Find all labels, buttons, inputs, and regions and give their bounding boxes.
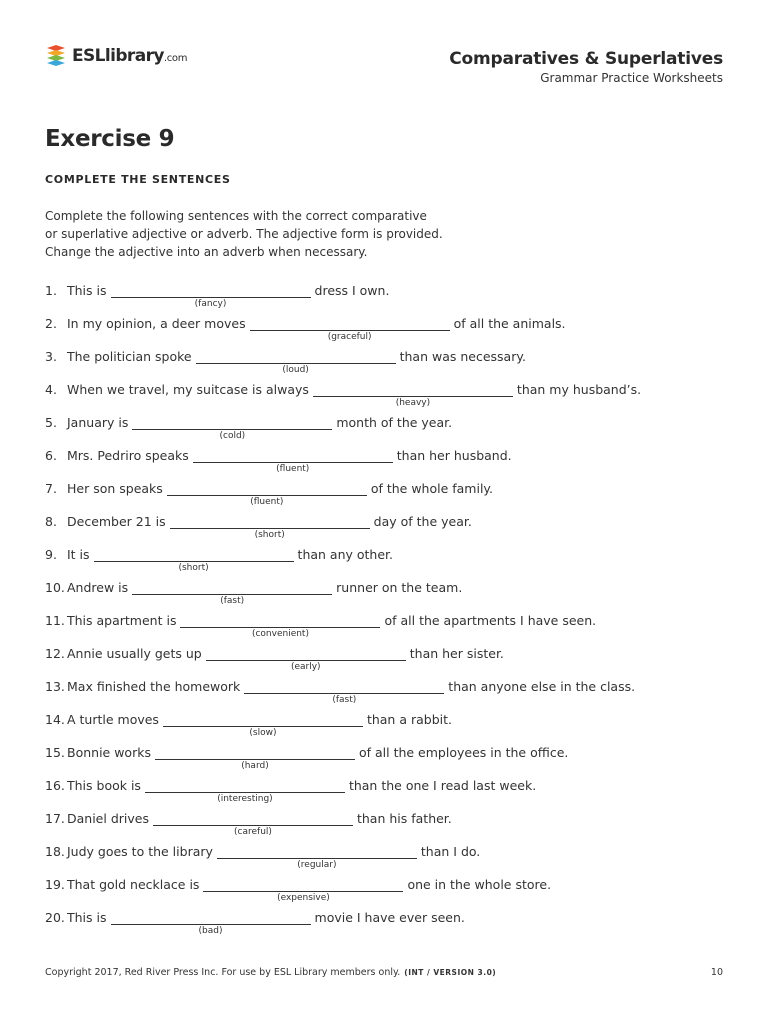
- exercise-item: [45, 742, 735, 775]
- section-heading: COMPLETE THE SENTENCES: [45, 173, 231, 186]
- answer-blank[interactable]: [313, 382, 513, 408]
- answer-blank[interactable]: [196, 349, 396, 375]
- sentence-line: [45, 379, 735, 408]
- sentence-before: Judy goes to the library: [67, 844, 213, 859]
- sentence-after: than I do.: [420, 844, 481, 859]
- word-hint: (fast): [332, 695, 357, 705]
- word-hint: (convenient): [251, 629, 309, 639]
- exercise-item: [45, 775, 735, 808]
- exercise-item: [45, 280, 735, 313]
- word-hint: (loud): [282, 365, 309, 375]
- sentence-line: [45, 610, 735, 639]
- exercise-title: Exercise 9: [45, 126, 175, 152]
- sentence-before: Andrew is: [67, 580, 129, 595]
- item-number: 2.: [45, 316, 57, 331]
- sentence-before: That gold necklace is: [67, 877, 200, 892]
- sentence-line: [45, 841, 735, 870]
- answer-blank[interactable]: [155, 745, 355, 771]
- sentence-line: [45, 643, 735, 672]
- sentence-before: This book is: [67, 778, 141, 793]
- word-hint: (fluent): [250, 497, 284, 507]
- answer-blank[interactable]: [206, 646, 406, 672]
- word-hint: (regular): [297, 860, 337, 870]
- answer-blank[interactable]: [111, 283, 311, 309]
- exercise-item: [45, 313, 735, 346]
- item-number: 8.: [45, 514, 57, 529]
- item-number: 11.: [45, 613, 65, 628]
- exercise-item: [45, 511, 735, 544]
- sentence-before: A turtle moves: [67, 712, 159, 727]
- item-number: 14.: [45, 712, 65, 727]
- item-number: 18.: [45, 844, 65, 859]
- sentence-after: of all the employees in the office.: [358, 745, 569, 760]
- sentence-before: When we travel, my suitcase is always: [67, 382, 309, 397]
- item-number: 9.: [45, 547, 57, 562]
- answer-blank[interactable]: [180, 613, 380, 639]
- exercise-item: [45, 907, 735, 940]
- logo-book-icon: [45, 44, 67, 68]
- sentence-after: than anyone else in the class.: [448, 679, 636, 694]
- item-number: 20.: [45, 910, 65, 925]
- answer-blank[interactable]: [163, 712, 363, 738]
- item-number: 6.: [45, 448, 57, 463]
- exercise-item: [45, 808, 735, 841]
- sentence-line: [45, 346, 735, 375]
- sentence-line: [45, 445, 735, 474]
- sentence-before: This apartment is: [67, 613, 177, 628]
- sentence-before: Max finished the homework: [67, 679, 241, 694]
- worksheet-subtitle: Grammar Practice Worksheets: [540, 71, 723, 85]
- item-number: 1.: [45, 283, 57, 298]
- item-number: 12.: [45, 646, 65, 661]
- sentence-after: of the whole family.: [370, 481, 494, 496]
- answer-blank[interactable]: [250, 316, 450, 342]
- word-hint: (short): [178, 563, 209, 573]
- instruction-line: Change the adjective into an adverb when necessary.: [45, 245, 368, 259]
- word-hint: (fast): [220, 596, 245, 606]
- sentence-line: [45, 874, 735, 903]
- sentence-after: than any other.: [297, 547, 394, 562]
- sentence-line: [45, 412, 735, 441]
- word-hint: (cold): [219, 431, 246, 441]
- answer-blank[interactable]: [217, 844, 417, 870]
- sentence-after: than was necessary.: [399, 349, 526, 364]
- logo-text: ESLlibrary.com: [72, 45, 188, 66]
- instructions: [45, 207, 475, 261]
- sentence-before: January is: [67, 415, 129, 430]
- sentence-after: than her sister.: [409, 646, 504, 661]
- word-hint: (short): [254, 530, 285, 540]
- answer-blank[interactable]: [153, 811, 353, 837]
- answer-blank[interactable]: [244, 679, 444, 705]
- page-footer: [45, 967, 723, 978]
- word-hint: (fluent): [276, 464, 310, 474]
- sentence-line: [45, 709, 735, 738]
- answer-blank[interactable]: [167, 481, 367, 507]
- sentence-after: of all the apartments I have seen.: [384, 613, 597, 628]
- worksheet-title: Comparatives & Superlatives: [449, 49, 723, 69]
- sentence-line: [45, 808, 735, 837]
- sentence-before: Mrs. Pedriro speaks: [67, 448, 189, 463]
- sentence-line: [45, 742, 735, 771]
- sentence-line: [45, 577, 735, 606]
- sentence-before: It is: [67, 547, 90, 562]
- word-hint: (expensive): [277, 893, 330, 903]
- exercise-item: [45, 544, 735, 577]
- exercise-item: [45, 643, 735, 676]
- sentence-line: [45, 907, 735, 936]
- sentence-after: one in the whole store.: [407, 877, 552, 892]
- word-hint: (graceful): [327, 332, 372, 342]
- exercise-item: [45, 478, 735, 511]
- sentence-before: Her son speaks: [67, 481, 163, 496]
- answer-blank[interactable]: [132, 415, 332, 441]
- instruction-line: or superlative adjective or adverb. The adjective form is provided.: [45, 227, 443, 241]
- answer-blank[interactable]: [193, 448, 393, 474]
- sentence-line: [45, 478, 735, 507]
- sentence-after: than a rabbit.: [366, 712, 452, 727]
- sentence-line: [45, 775, 735, 804]
- word-hint: (slow): [249, 728, 277, 738]
- exercise-item: [45, 379, 735, 412]
- item-number: 5.: [45, 415, 57, 430]
- sentence-before: This is: [67, 283, 107, 298]
- sentence-after: dress I own.: [314, 283, 390, 298]
- sentence-after: day of the year.: [373, 514, 472, 529]
- sentence-line: [45, 280, 735, 309]
- sentence-before: The politician spoke: [67, 349, 192, 364]
- instruction-line: Complete the following sentences with the correct comparative: [45, 209, 427, 223]
- answer-blank[interactable]: [132, 580, 332, 606]
- answer-blank[interactable]: [203, 877, 403, 903]
- item-number: 13.: [45, 679, 65, 694]
- exercise-item: [45, 874, 735, 907]
- worksheet-header: [449, 49, 723, 86]
- exercise-item: [45, 841, 735, 874]
- item-number: 19.: [45, 877, 65, 892]
- answer-blank[interactable]: [94, 547, 294, 573]
- item-number: 3.: [45, 349, 57, 364]
- item-number: 16.: [45, 778, 65, 793]
- word-hint: (fancy): [194, 299, 227, 309]
- exercise-item: [45, 346, 735, 379]
- sentence-line: [45, 511, 735, 540]
- sentence-before: Bonnie works: [67, 745, 151, 760]
- page-number: 10: [710, 967, 723, 978]
- copyright-notice: Copyright 2017, Red River Press Inc. For use by ESL Library members only. (INT / VERSION 3.0): [45, 967, 497, 978]
- sentence-before: December 21 is: [67, 514, 166, 529]
- sentence-after: runner on the team.: [336, 580, 463, 595]
- item-number: 15.: [45, 745, 65, 760]
- word-hint: (early): [290, 662, 321, 672]
- sentence-line: [45, 313, 735, 342]
- exercise-item-list: [45, 280, 735, 940]
- sentence-after: than his father.: [356, 811, 452, 826]
- word-hint: (hard): [241, 761, 269, 771]
- item-number: 17.: [45, 811, 65, 826]
- item-number: 4.: [45, 382, 57, 397]
- exercise-item: [45, 577, 735, 610]
- exercise-item: [45, 676, 735, 709]
- word-hint: (bad): [198, 926, 223, 936]
- word-hint: (careful): [234, 827, 272, 837]
- sentence-after: of all the animals.: [453, 316, 566, 331]
- item-number: 10.: [45, 580, 65, 595]
- sentence-line: [45, 676, 735, 705]
- word-hint: (heavy): [395, 398, 431, 408]
- sentence-before: Daniel drives: [67, 811, 149, 826]
- sentence-after: month of the year.: [336, 415, 453, 430]
- exercise-item: [45, 445, 735, 478]
- sentence-before: Annie usually gets up: [67, 646, 202, 661]
- item-number: 7.: [45, 481, 57, 496]
- sentence-line: [45, 544, 735, 573]
- sentence-after: than her husband.: [396, 448, 512, 463]
- esl-library-logo: [45, 44, 187, 68]
- exercise-item: [45, 709, 735, 742]
- version-label: (INT / VERSION 3.0): [404, 968, 497, 977]
- exercise-item: [45, 610, 735, 643]
- answer-blank[interactable]: [111, 910, 311, 936]
- answer-blank[interactable]: [170, 514, 370, 540]
- word-hint: (interesting): [217, 794, 273, 804]
- sentence-before: This is: [67, 910, 107, 925]
- exercise-item: [45, 412, 735, 445]
- sentence-after: than my husband’s.: [516, 382, 642, 397]
- sentence-after: than the one I read last week.: [348, 778, 537, 793]
- sentence-after: movie I have ever seen.: [314, 910, 465, 925]
- answer-blank[interactable]: [145, 778, 345, 804]
- sentence-before: In my opinion, a deer moves: [67, 316, 246, 331]
